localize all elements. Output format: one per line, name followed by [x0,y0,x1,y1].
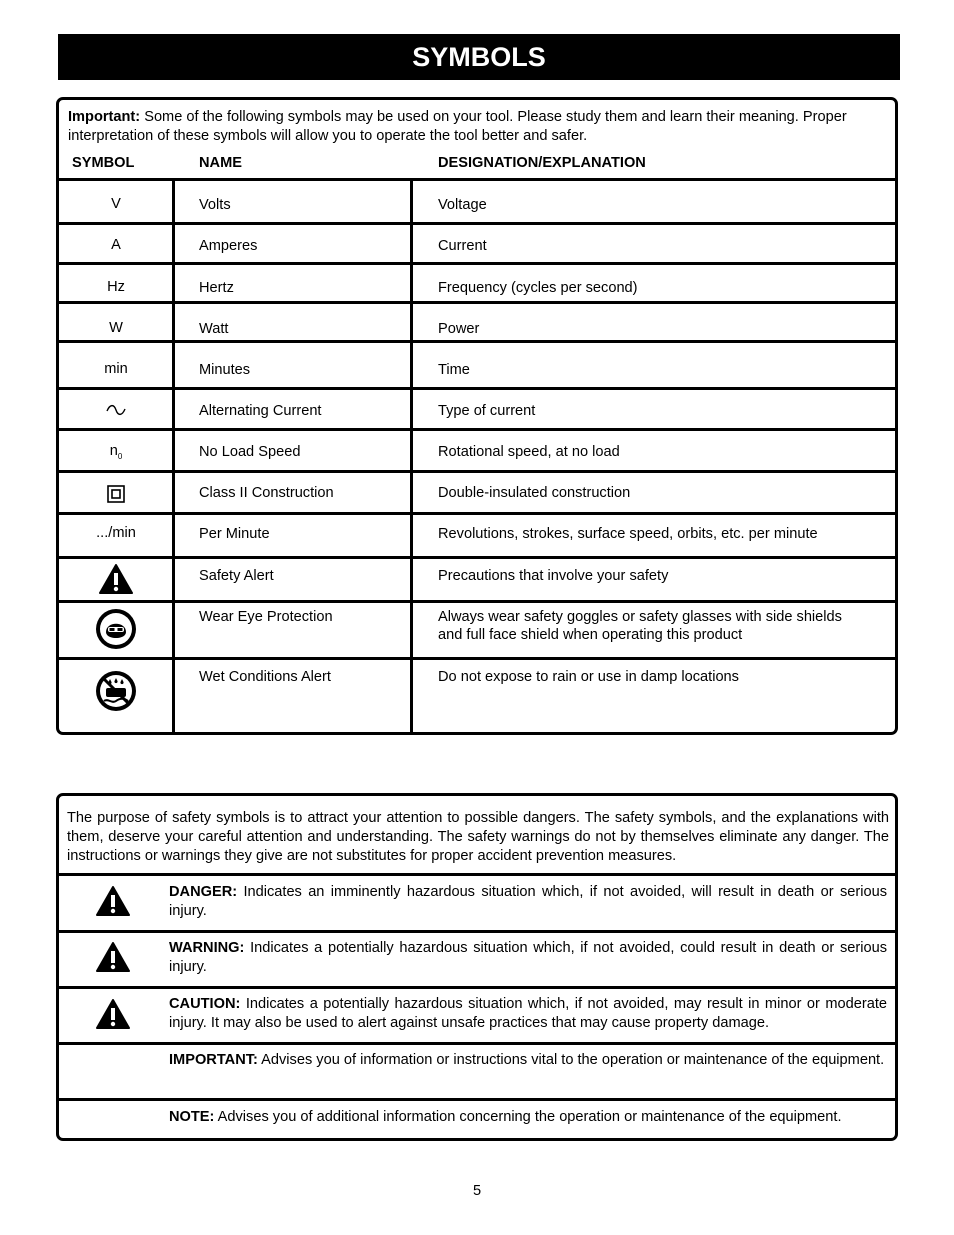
symbol-cell: Hz [107,279,125,295]
name-cell: Alternating Current [199,403,322,419]
table-divider [59,222,895,225]
class-ii-construction-icon [59,485,173,503]
important-description: Advises you of information or instructions vital to the operation or maintenance of the equipment. [257,1052,885,1068]
name-cell: Safety Alert [199,568,274,584]
table-divider [59,470,895,473]
table-divider [59,301,895,304]
safety-symbols-box [56,793,898,1141]
safety-divider [59,1098,895,1101]
designation-cell: Type of current [438,403,536,419]
safety-divider [59,930,895,933]
caution-text [169,995,887,1033]
designation-cell: Voltage [438,197,487,213]
caution-description: Indicates a potentially hazardous situation which, if not avoided, may result in minor or moderate injury. It may also be used to alert against unsafe practices that may cause property damage. [169,996,887,1031]
name-cell: Amperes [199,238,258,254]
note-text [169,1108,887,1127]
designation-cell: Frequency (cycles per second) [438,280,638,296]
table-divider [59,556,895,559]
table-divider [59,512,895,515]
symbol-cell: W [109,320,123,336]
eye-protection-icon [59,608,173,650]
designation-cell: Always wear safety goggles or safety glasses with side shields and full face shield when operating this product [438,609,842,643]
name-cell: Class II Construction [199,485,334,501]
designation-cell: Time [438,362,470,378]
name-cell: Per Minute [199,526,270,542]
name-cell: Hertz [199,280,234,296]
danger-text [169,883,887,921]
header-designation: DESIGNATION/EXPLANATION [438,155,646,171]
designation-cell: Double-insulated construction [438,485,631,501]
warning-triangle-icon [95,885,131,922]
table-divider [59,178,895,181]
designation-cell: Power [438,321,480,337]
warning-triangle-icon [95,998,131,1035]
name-cell: Wet Conditions Alert [199,669,331,685]
warning-label: WARNING: [169,940,245,956]
table-divider [59,387,895,390]
designation-cell: Do not expose to rain or use in damp locations [438,669,739,685]
safety-divider [59,986,895,989]
table-divider [59,600,895,603]
danger-description: Indicates an imminently hazardous situation which, if not avoided, will result in death or serious injury. [169,884,887,919]
warning-triangle-icon [95,941,131,978]
danger-label: DANGER: [169,884,238,900]
name-cell: Volts [199,197,231,213]
symbol-subscript: 0 [117,451,123,461]
symbol-cell [59,443,173,461]
name-cell: Minutes [199,362,251,378]
table-divider [59,428,895,431]
important-label: IMPORTANT: [169,1052,258,1068]
table-divider [59,262,895,265]
warning-description: Indicates a potentially hazardous situation which, if not avoided, could result in death or serious injury. [169,940,887,975]
wet-conditions-icon [59,670,173,712]
safety-intro: The purpose of safety symbols is to attract your attention to possible dangers. The safety symbols, and the explanations with them, deserve your careful attention and understanding. The safety warnings do not by themselves eliminate any danger. The instructions or warnings they give are not substitutes for proper accident prevention measures. [67,810,889,864]
designation-cell: Rotational speed, at no load [438,444,620,460]
warning-text [169,939,887,977]
name-cell: Watt [199,321,229,337]
note-label: NOTE: [169,1109,215,1125]
note-description: Advises you of additional information concerning the operation or maintenance of the equipment. [214,1109,842,1125]
page-title: SYMBOLS [58,34,900,80]
symbol-cell: V [111,196,121,212]
header-name: NAME [199,155,242,171]
symbol-cell: A [111,237,121,253]
symbols-intro [68,108,890,146]
intro-lead: Important: [68,109,141,125]
symbols-table-box [56,97,898,735]
table-divider [59,340,895,343]
safety-divider [59,873,895,876]
safety-alert-icon [59,563,173,595]
symbol-text: n [109,443,118,459]
header-symbol: SYMBOL [72,155,135,171]
name-cell: No Load Speed [199,444,301,460]
symbol-cell: .../min [96,525,136,541]
column-divider [410,178,413,735]
intro-text: Some of the following symbols may be used on your tool. Please study them and learn their meaning. Proper interpretation of these symbols will allow you to operate the tool better and safer. [68,109,847,144]
page-number: 5 [472,1183,482,1199]
symbol-cell: min [104,361,128,377]
name-cell: Wear Eye Protection [199,609,333,625]
important-text [169,1051,887,1070]
designation-cell: Revolutions, strokes, surface speed, orbits, etc. per minute [438,526,818,542]
table-divider [59,657,895,660]
designation-cell: Current [438,238,487,254]
alternating-current-icon [59,403,173,417]
caution-label: CAUTION: [169,996,241,1012]
safety-divider [59,1042,895,1045]
designation-cell: Precautions that involve your safety [438,568,669,584]
